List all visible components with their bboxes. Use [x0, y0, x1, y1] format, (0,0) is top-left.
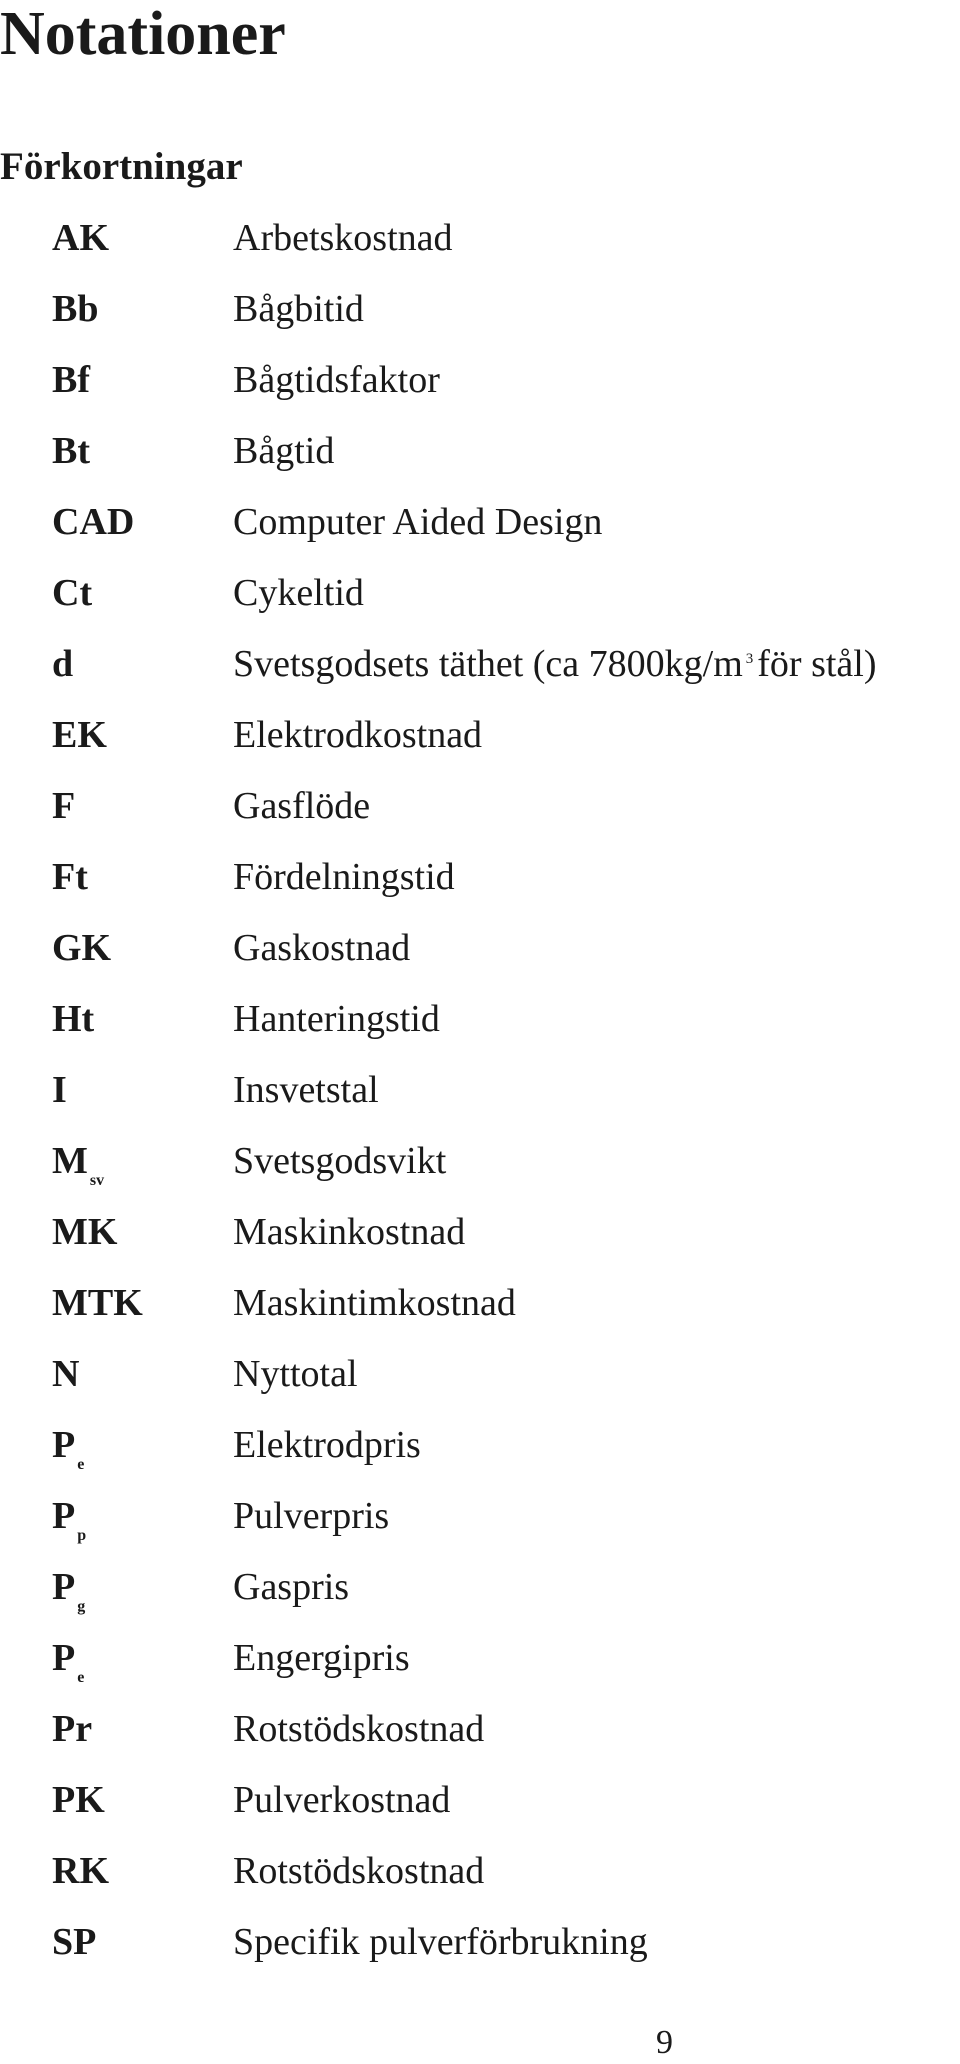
page-number: 9: [656, 2024, 673, 2061]
abbreviation-row: [0, 1489, 960, 1560]
abbreviation-description-text: Arbetskostnad: [233, 217, 453, 259]
abbreviation-term-text: CAD: [52, 501, 135, 543]
abbreviation-description: [233, 641, 877, 695]
abbreviation-description: [233, 357, 440, 403]
abbreviation-term-text: Ht: [52, 998, 95, 1040]
abbreviation-term: [52, 1209, 117, 1255]
abbreviation-term-text: P: [52, 1495, 76, 1537]
abbreviation-description: [233, 1067, 379, 1113]
abbreviation-term: [52, 1493, 86, 1547]
abbreviation-description-text: Svetsgodsvikt: [233, 1140, 447, 1182]
abbreviation-description: [233, 1209, 465, 1255]
abbreviation-description-text: Svetsgodsets täthet (ca 7800kg/m: [233, 643, 743, 685]
abbreviation-description: [233, 499, 602, 545]
description-superscript: 3: [745, 651, 754, 667]
abbreviation-term-text: N: [52, 1353, 80, 1395]
abbreviation-description-text: Specifik pulverförbrukning: [233, 1921, 648, 1963]
abbreviation-term-text: EK: [52, 714, 107, 756]
abbreviation-row: [0, 921, 960, 992]
abbreviation-description-text: Bågtid: [233, 430, 335, 472]
abbreviation-term: [52, 286, 98, 332]
abbreviation-term-text: MTK: [52, 1282, 143, 1324]
abbreviation-description-text: Computer Aided Design: [233, 501, 603, 543]
abbreviation-row: [0, 779, 960, 850]
abbreviation-row: [0, 1560, 960, 1631]
abbreviation-term: [52, 1848, 109, 1894]
abbreviation-term-text: d: [52, 643, 74, 685]
abbreviation-description-text: Elektrodpris: [233, 1424, 421, 1466]
abbreviation-description: [233, 215, 453, 261]
abbreviation-term: [52, 1706, 92, 1752]
abbreviation-description-text: Insvetstal: [233, 1069, 379, 1111]
abbreviation-term: [52, 1564, 85, 1618]
abbreviation-row: [0, 353, 960, 424]
abbreviation-subscript: sv: [89, 1172, 105, 1189]
abbreviation-term-text: Bt: [52, 430, 90, 472]
abbreviation-term: [52, 712, 107, 758]
abbreviation-description: [233, 783, 370, 829]
abbreviation-term: [52, 996, 94, 1042]
abbreviation-term: [52, 641, 73, 687]
abbreviation-description-text: Maskinkostnad: [233, 1211, 466, 1253]
abbreviation-description-text: Gaskostnad: [233, 927, 411, 969]
abbreviation-description-text: Gasflöde: [233, 785, 371, 827]
abbreviation-description-text: Maskintimkostnad: [233, 1282, 516, 1324]
abbreviation-term: [52, 1422, 84, 1476]
abbreviation-term: [52, 357, 90, 403]
abbreviation-subscript: e: [77, 1456, 85, 1473]
abbreviation-term: [52, 499, 134, 545]
abbreviation-term: [52, 1919, 96, 1965]
abbreviation-term-text: Bb: [52, 288, 99, 330]
abbreviation-description-text: Hanteringstid: [233, 998, 440, 1040]
abbreviation-description: [233, 1777, 450, 1823]
page-title: Notationer: [0, 0, 286, 68]
abbreviation-term-text: Pr: [52, 1708, 93, 1750]
abbreviation-description: [233, 925, 410, 971]
abbreviation-subscript: e: [77, 1669, 85, 1686]
abbreviation-term-text: P: [52, 1424, 76, 1466]
abbreviation-term-text: F: [52, 785, 76, 827]
abbreviation-description: [233, 1138, 446, 1184]
abbreviation-description: [233, 1848, 484, 1894]
abbreviation-row: [0, 1631, 960, 1702]
abbreviation-description-text: Engergipris: [233, 1637, 410, 1679]
abbreviation-row: [0, 850, 960, 921]
abbreviation-description: [233, 428, 334, 474]
abbreviation-description: [233, 1493, 389, 1539]
abbreviation-description: [233, 996, 440, 1042]
abbreviation-row: [0, 566, 960, 637]
abbreviation-row: [0, 1063, 960, 1134]
abbreviation-term-text: M: [52, 1140, 88, 1182]
abbreviation-term-text: GK: [52, 927, 112, 969]
abbreviation-description: [233, 712, 482, 758]
abbreviation-row: [0, 1915, 960, 1986]
abbreviation-term-text: I: [52, 1069, 67, 1111]
abbreviation-term: [52, 1635, 84, 1689]
abbreviation-row: [0, 708, 960, 779]
abbreviation-row: [0, 1134, 960, 1205]
abbreviation-description-text: Rotstödskostnad: [233, 1708, 485, 1750]
abbreviation-row: [0, 1773, 960, 1844]
abbreviation-description-text: Pulverpris: [233, 1495, 390, 1537]
abbreviation-description-text: Cykeltid: [233, 572, 364, 614]
abbreviation-row: [0, 1347, 960, 1418]
abbreviation-row: [0, 211, 960, 282]
abbreviation-description-text: Elektrodkostnad: [233, 714, 483, 756]
abbreviation-description: [233, 286, 364, 332]
abbreviation-term: [52, 854, 88, 900]
abbreviation-description: [233, 1351, 358, 1397]
abbreviation-term-text: Bf: [52, 359, 90, 401]
abbreviation-description: [233, 1280, 516, 1326]
abbreviation-term: [52, 783, 75, 829]
abbreviation-term-text: P: [52, 1637, 76, 1679]
abbreviation-row: [0, 495, 960, 566]
abbreviation-term: [52, 215, 109, 261]
abbreviation-term: [52, 1138, 104, 1192]
abbreviation-row: [0, 424, 960, 495]
abbreviation-description-text: Fördelningstid: [233, 856, 455, 898]
abbreviation-row: [0, 1276, 960, 1347]
abbreviation-row: [0, 1844, 960, 1915]
abbreviation-description-continuation: för stål): [757, 643, 877, 685]
abbreviation-row: [0, 992, 960, 1063]
abbreviation-term: [52, 1777, 105, 1823]
abbreviation-description: [233, 1919, 648, 1965]
abbreviation-row: [0, 1205, 960, 1276]
abbreviation-description-text: Nyttotal: [233, 1353, 358, 1395]
abbreviation-description: [233, 1635, 410, 1681]
abbreviation-description-text: Gaspris: [233, 1566, 350, 1608]
abbreviation-description-text: Bågtidsfaktor: [233, 359, 440, 401]
abbreviation-row: [0, 637, 960, 708]
abbreviation-description: [233, 1564, 349, 1610]
abbreviation-term-text: RK: [52, 1850, 109, 1892]
abbreviation-term: [52, 1280, 143, 1326]
abbreviation-description: [233, 854, 455, 900]
abbreviation-description-text: Rotstödskostnad: [233, 1850, 485, 1892]
abbreviation-subscript: g: [77, 1598, 86, 1615]
abbreviation-term-text: MK: [52, 1211, 118, 1253]
abbreviation-term: [52, 1351, 79, 1397]
abbreviation-term: [52, 428, 90, 474]
abbreviation-term-text: PK: [52, 1779, 105, 1821]
abbreviation-term: [52, 570, 92, 616]
abbreviation-description: [233, 1422, 421, 1468]
abbreviation-row: [0, 282, 960, 353]
abbreviation-term-text: Ct: [52, 572, 93, 614]
abbreviation-term-text: SP: [52, 1921, 97, 1963]
abbreviation-row: [0, 1418, 960, 1489]
abbreviation-term-text: Ft: [52, 856, 88, 898]
abbreviation-description: [233, 570, 364, 616]
abbreviation-row: [0, 1702, 960, 1773]
abbreviation-list: [0, 211, 960, 1986]
abbreviation-description: [233, 1706, 484, 1752]
abbreviation-description-text: Pulverkostnad: [233, 1779, 451, 1821]
section-heading: Förkortningar: [0, 145, 243, 188]
abbreviation-subscript: p: [77, 1527, 87, 1544]
abbreviation-term-text: P: [52, 1566, 76, 1608]
abbreviation-term: [52, 1067, 67, 1113]
abbreviation-term: [52, 925, 111, 971]
abbreviation-term-text: AK: [52, 217, 109, 259]
abbreviation-description-text: Bågbitid: [233, 288, 364, 330]
